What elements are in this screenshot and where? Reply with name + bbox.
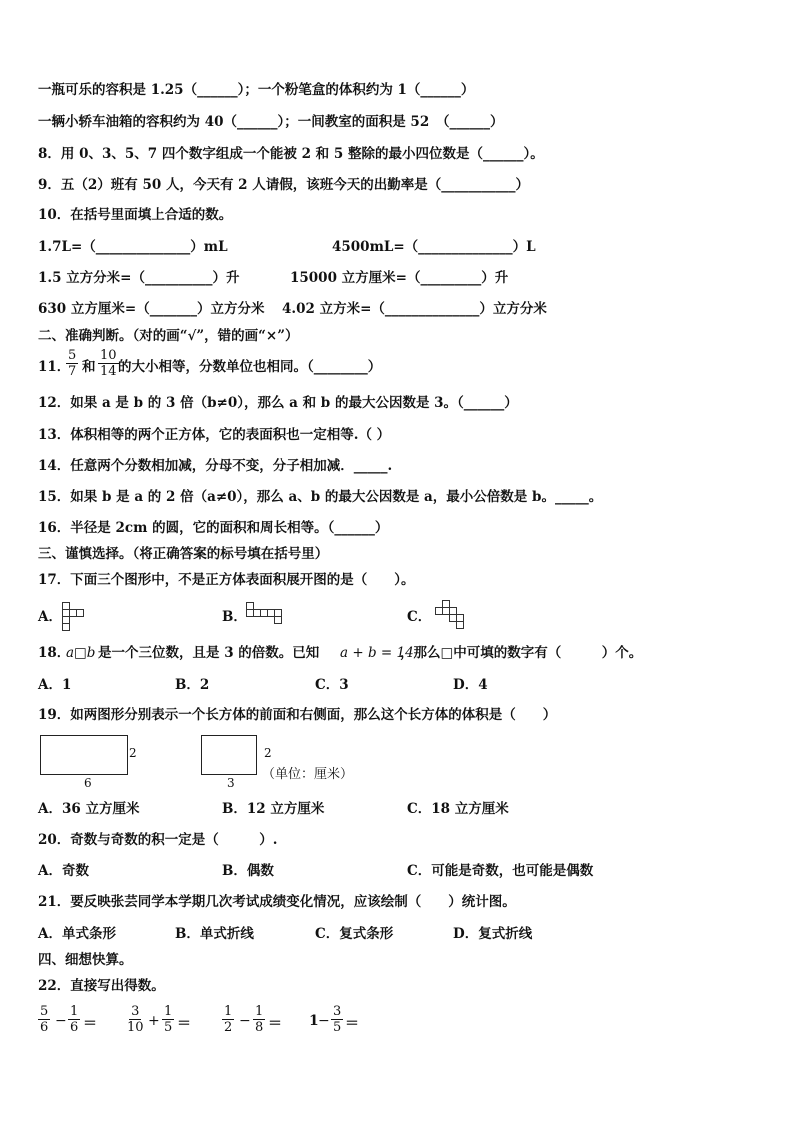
question-10a: 1.7L=（______________）mL xyxy=(38,239,228,255)
question-11-number: 11． xyxy=(38,359,71,375)
side-face-rectangle xyxy=(201,735,257,775)
q19-option-c: C．18 立方厘米 xyxy=(407,801,509,817)
question-18-text: 是一个三位数，且是 3 的倍数。已知 xyxy=(98,645,320,661)
option-c-label: C． xyxy=(407,609,432,625)
expr2-equals: ＝ xyxy=(177,1016,191,1032)
fraction-10-14 xyxy=(98,348,119,379)
expr4-one: 1 xyxy=(309,1013,319,1029)
capacity-line-1: 一瓶可乐的容积是 1.25（______）；一个粉笔盒的体积约为 1（______） xyxy=(38,82,475,98)
q20-option-a: A．奇数 xyxy=(38,863,89,879)
question-11-and: 和 xyxy=(82,359,96,375)
question-8: 8．用 0、3、5、7 四个数字组成一个能被 2 和 5 整除的最小四位数是（______）。 xyxy=(38,146,544,162)
question-10: 10．在括号里面填上合适的数。 xyxy=(38,207,233,223)
question-13: 13．体积相等的两个正方体，它的表面积也一定相等.（ ） xyxy=(38,427,391,443)
capacity-line-2: 一辆小轿车油箱的容积约为 40（______）；一间教室的面积是 52 （______） xyxy=(38,114,504,130)
q21-option-b: B．单式折线 xyxy=(175,926,254,942)
front-face-rectangle xyxy=(40,735,128,775)
expr4-equals: ＝ xyxy=(345,1016,359,1032)
fraction-denominator: 6 xyxy=(40,1020,49,1035)
q20-option-c: C．可能是奇数，也可能是偶数 xyxy=(407,863,594,879)
question-18-digits: a□b xyxy=(66,645,96,661)
expr3-fraction-a xyxy=(222,1004,234,1035)
question-11-text: 的大小相等，分数单位也相同。（________） xyxy=(118,359,382,375)
question-10c: 1.5 立方分米=（__________）升 xyxy=(38,270,240,286)
question-21: 21．要反映张芸同学本学期几次考试成绩变化情况，应该绘制（ ）统计图。 xyxy=(38,894,516,910)
expr1-minus: − xyxy=(55,1013,67,1029)
fraction-numerator: 1 xyxy=(70,1004,79,1019)
front-face-height: 2 xyxy=(129,746,137,760)
section-2-heading: 二、准确判断。（对的画“√”，错的画“×”） xyxy=(38,328,299,344)
fraction-denominator: 7 xyxy=(68,364,77,379)
question-20: 20．奇数与奇数的积一定是（ ）. xyxy=(38,832,278,848)
fraction-numerator: 5 xyxy=(68,348,77,363)
q19-option-a: A．36 立方厘米 xyxy=(38,801,140,817)
q18-option-b: B．2 xyxy=(175,677,210,693)
option-b-label: B． xyxy=(222,609,247,625)
section-4-heading: 四、细想快算。 xyxy=(38,952,133,968)
expr4-minus: − xyxy=(318,1013,330,1029)
q18-option-c: C．3 xyxy=(315,677,349,693)
expr1-equals: ＝ xyxy=(83,1016,97,1032)
q19-option-b: B．12 立方厘米 xyxy=(222,801,325,817)
cube-net-figure-c xyxy=(430,598,474,632)
cube-net-figure-b xyxy=(244,600,288,630)
cube-net-figure-a xyxy=(60,600,90,632)
question-10d: 15000 立方厘米=（_________）升 xyxy=(290,270,509,286)
question-15: 15．如果 b 是 a 的 2 倍（a≠0），那么 a、b 的最大公因数是 a，最小公倍数是 b。_____。 xyxy=(38,489,603,505)
front-face-width: 6 xyxy=(84,776,92,790)
expr3-minus: − xyxy=(239,1013,251,1029)
section-3-heading: 三、谨慎选择。（将正确答案的标号填在括号里） xyxy=(38,546,329,562)
fraction-denominator: 5 xyxy=(164,1020,173,1035)
expr1-fraction-b xyxy=(68,1004,80,1035)
fraction-numerator: 10 xyxy=(100,348,117,363)
expr2-plus: + xyxy=(148,1013,160,1029)
fraction-numerator: 3 xyxy=(131,1004,140,1019)
fraction-denominator: 6 xyxy=(70,1020,79,1035)
question-18-number: 18． xyxy=(38,645,71,661)
fraction-denominator: 8 xyxy=(255,1020,264,1035)
expr1-fraction-a xyxy=(38,1004,50,1035)
expr2-fraction-b xyxy=(162,1004,174,1035)
question-19: 19．如两图形分别表示一个长方体的前面和右侧面，那么这个长方体的体积是（ ） xyxy=(38,707,557,723)
fraction-denominator: 5 xyxy=(333,1020,342,1035)
expr3-fraction-b xyxy=(253,1004,265,1035)
expr3-equals: ＝ xyxy=(268,1016,282,1032)
fraction-denominator: 14 xyxy=(100,364,117,379)
question-10f: 4.02 立方米=（______________）立方分米 xyxy=(282,301,547,317)
fraction-numerator: 1 xyxy=(224,1004,233,1019)
question-9: 9．五（2）班有 50 人，今天有 2 人请假，该班今天的出勤率是（___________） xyxy=(38,177,530,193)
fraction-numerator: 3 xyxy=(333,1004,342,1019)
fraction-numerator: 1 xyxy=(164,1004,173,1019)
question-16: 16．半径是 2cm 的圆，它的面积和周长相等。（______） xyxy=(38,520,389,536)
expr2-fraction-a xyxy=(127,1004,144,1035)
q21-option-d: D．复式折线 xyxy=(453,926,533,942)
question-10b: 4500mL=（______________）L xyxy=(332,239,536,255)
fraction-numerator: 1 xyxy=(255,1004,264,1019)
question-14: 14．任意两个分数相加减，分母不变，分子相加减．_____. xyxy=(38,458,393,474)
q20-option-b: B．偶数 xyxy=(222,863,274,879)
question-17: 17．下面三个图形中，不是正方体表面积展开图的是（ ）。 xyxy=(38,572,415,588)
fraction-5-7 xyxy=(66,348,78,379)
expr4-fraction xyxy=(331,1004,343,1035)
q18-option-a: A．1 xyxy=(38,677,72,693)
fraction-denominator: 2 xyxy=(224,1020,233,1035)
question-18-equation: a + b = 14 xyxy=(340,645,414,661)
q21-option-c: C．复式条形 xyxy=(315,926,394,942)
question-22: 22．直接写出得数。 xyxy=(38,978,165,994)
option-a-label: A． xyxy=(38,609,62,625)
question-10e: 630 立方厘米=（_______）立方分米 xyxy=(38,301,265,317)
question-18-end: ，那么□中可填的数字有（ ）个。 xyxy=(400,645,643,661)
fraction-denominator: 10 xyxy=(127,1020,144,1035)
question-12: 12．如果 a 是 b 的 3 倍（b≠0），那么 a 和 b 的最大公因数是 3。（______） xyxy=(38,395,518,411)
unit-label: （单位：厘米） xyxy=(262,767,354,782)
q21-option-a: A．单式条形 xyxy=(38,926,116,942)
side-face-width: 3 xyxy=(227,776,235,790)
side-face-height: 2 xyxy=(264,746,272,760)
fraction-numerator: 5 xyxy=(40,1004,49,1019)
q18-option-d: D．4 xyxy=(453,677,488,693)
